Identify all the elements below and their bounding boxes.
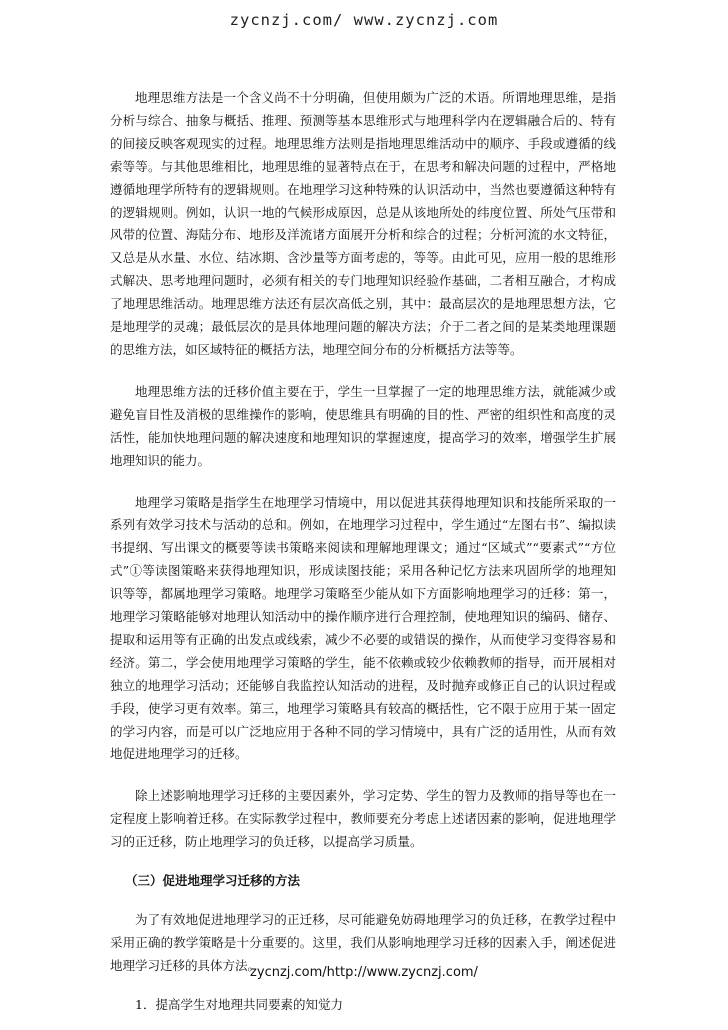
paragraph-spacer — [110, 854, 616, 870]
paragraph-spacer — [110, 978, 616, 994]
paragraph-promote-transfer: 为了有效地促进地理学习的正迁移，尽可能避免妨碍地理学习的负迁移，在教学过程中采用正确的教学策略是十分重要的。这里，我们从影响地理学习迁移的因素入手，阐述促进地理学习迁移的具体方法。 — [110, 912, 616, 973]
paragraph-transfer-value: 地理思维方法的迁移价值主要在于，学生一旦掌握了一定的地理思维方法，就能减少或避免盲目性及消极的思维操作的影响，使思维具有明确的目的性、严密的组织性和高度的灵活性，能加快地理问题的解决速度和地理知识的掌握速度，提高学习的效率，增强学生扩展地理知识的能力。 — [110, 383, 616, 468]
paragraph-other-factors: 除上述影响地理学习迁移的主要因素外，学习定势、学生的智力及教师的指导等也在一定程度上影响着迁移。在实际教学过程中，教师要充分考虑上述诸因素的影响，促进地理学习的正迁移，防止地理学习的负迁移，以提高学习质量。 — [110, 788, 616, 850]
paragraph-spacer — [110, 893, 616, 909]
section-heading: （三）促进地理学习迁移的方法 — [125, 873, 301, 889]
paragraph-learning-strategies: 地理学习策略是指学生在地理学习情境中，用以促进其获得地理知识和技能所采取的一系列有效学习技术与活动的总和。例如，在地理学习过程中，学生通过“左图右书”、编拟读书提纲、写出课文的概要等读书策略来阅读和理解地理课文；通过“区域式”“要素式”“方位式”①等读图策略来获得地理知识，形成读图技能；采用各种记忆方法来巩固所学的地理知识等等，都属地理学习策略。地理学习策略至少能从如下方面影响地理学习的迁移：第一，地理学习策略能够对地理认知活动中的操作顺序进行合理控制，使地理知识的编码、储存、提取和运用等有正确的出发点或线索，减少不必要的或错误的操作，从而使学习变得容易和经济。第二，学会使用地理学习策略的学生，能不依赖或较少依赖教师的指导，而开展相对独立的地理学习活动；还能够自我监控认知活动的进程，及时抛弃或修正自己的认识过程或手段，使学习更有效率。第三，地理学习策略具有较高的概括性，它不限于应用于某一固定的学习内容，而是可以广泛地应用于各种不同的学习情境中，具有广泛的适用性，从而有效地促进地理学习的迁移。 — [110, 494, 616, 762]
document-body — [110, 87, 616, 1017]
paragraph-spacer — [110, 362, 616, 381]
numbered-item-1: 1．提高学生对地理共同要素的知觉力 — [135, 996, 343, 1012]
page-footer: zycnzj.com/http://www.zycnzj.com/ — [250, 965, 478, 980]
page-header: zycnzj.com/ www.zycnzj.com — [229, 11, 499, 29]
paragraph-thinking-methods: 地理思维方法是一个含义尚不十分明确，但使用颇为广泛的术语。所谓地理思维，是指分析与综合、抽象与概括、推理、预测等基本思维形式与地理科学内在逻辑融合后的、特有的间接反映客观现实的过程。地理思维方法则是指地理思维活动中的顺序、手段或遵循的线索等等。与其他思维相比，地理思维的显著特点在于，在思考和解决问题的过程中，严格地遵循地理学所特有的逻辑规则。在地理学习这种特殊的认识活动中，当然也要遵循这种特有的逻辑规则。例如，认识一地的气候形成原因，总是从该地所处的纬度位置、所处气压带和风带的位置、海陆分布、地形及洋流诸方面展开分析和综合的过程；分析河流的水文特征，又总是从水量、水位、结冰期、含沙量等方面考虑的，等等。由此可见，应用一般的思维形式解决、思考地理问题时，必须有相关的专门地理知识经验作基础，二者相互融合，才构成了地理思维活动。地理思维方法还有层次高低之别，其中：最高层次的是地理思想方法，它是地理学的灵魂；最低层次的是具体地理问题的解决方法；介于二者之间的是某类地理课题的思维方法，如区域特征的概括方法，地理空间分布的分析概括方法等等。 — [110, 90, 616, 357]
paragraph-spacer — [110, 766, 616, 785]
paragraph-spacer — [110, 473, 616, 492]
